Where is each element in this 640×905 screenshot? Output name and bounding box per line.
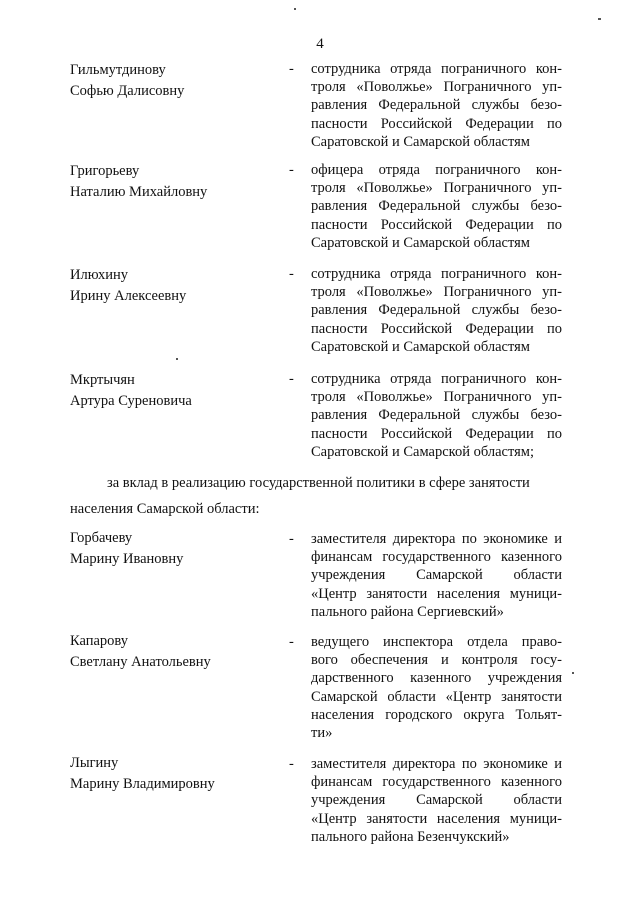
- position-description: ведущего инспектора отдела право- вого обеспечения и контроля госу- дарственного казенного учреждения Самарской области «Центр занятости населения городского округа Тольят- ти»: [311, 634, 562, 742]
- section-intro-line: за вклад в реализацию государственной политики в сфере занятости: [107, 475, 530, 491]
- position-description: сотрудника отряда пограничного кон- троля «Поволжье» Пограничного уп- равления Федеральной службы безо- пасности Российской Федерации по Саратовской и Самарской областям: [311, 61, 562, 150]
- person-name: Мкртычян Артура Суреновича: [70, 372, 192, 409]
- position-description: сотрудника отряда пограничного кон- троля «Поволжье» Пограничного уп- равления Федеральной службы безо- пасности Российской Федерации по Саратовской и Самарской областям;: [311, 371, 562, 460]
- person-name: Гильмутдинову Софью Далисовну: [70, 62, 185, 99]
- person-name: Лыгину Марину Владимировну: [70, 755, 215, 792]
- entry-dash: -: [289, 162, 294, 178]
- scan-speck: [598, 18, 601, 20]
- person-name: Илюхину Ирину Алексеевну: [70, 267, 187, 304]
- position-description: заместителя директора по экономике и финансам государственного казенного учреждения Самарской области «Центр занятости населения муници- пального района Сергиевский»: [311, 531, 562, 620]
- entry-dash: -: [289, 634, 294, 650]
- entry-dash: -: [289, 266, 294, 282]
- position-description: сотрудника отряда пограничного кон- троля «Поволжье» Пограничного уп- равления Федеральной службы безо- пасности Российской Федерации по Саратовской и Самарской областям: [311, 266, 562, 355]
- position-description: офицера отряда пограничного кон- троля «Поволжье» Пограничного уп- равления Федеральной службы безо- пасности Российской Федерации по Саратовской и Самарской областям: [311, 162, 562, 251]
- position-description: заместителя директора по экономике и финансам государственного казенного учреждения Самарской области «Центр занятости населения муници- пального района Безенчукский»: [311, 756, 562, 845]
- scan-speck: [176, 358, 178, 360]
- entry-dash: -: [289, 756, 294, 772]
- person-name: Горбачеву Марину Ивановну: [70, 530, 184, 567]
- entry-dash: -: [289, 371, 294, 387]
- page-number: 4: [316, 36, 324, 52]
- entry-dash: -: [289, 531, 294, 547]
- section-intro-line: населения Самарской области:: [70, 501, 260, 517]
- scan-speck: [294, 8, 296, 10]
- person-name: Капарову Светлану Анатольевну: [70, 633, 211, 670]
- scan-speck: [572, 672, 574, 674]
- person-name: Григорьеву Наталию Михайловну: [70, 163, 208, 200]
- entry-dash: -: [289, 61, 294, 77]
